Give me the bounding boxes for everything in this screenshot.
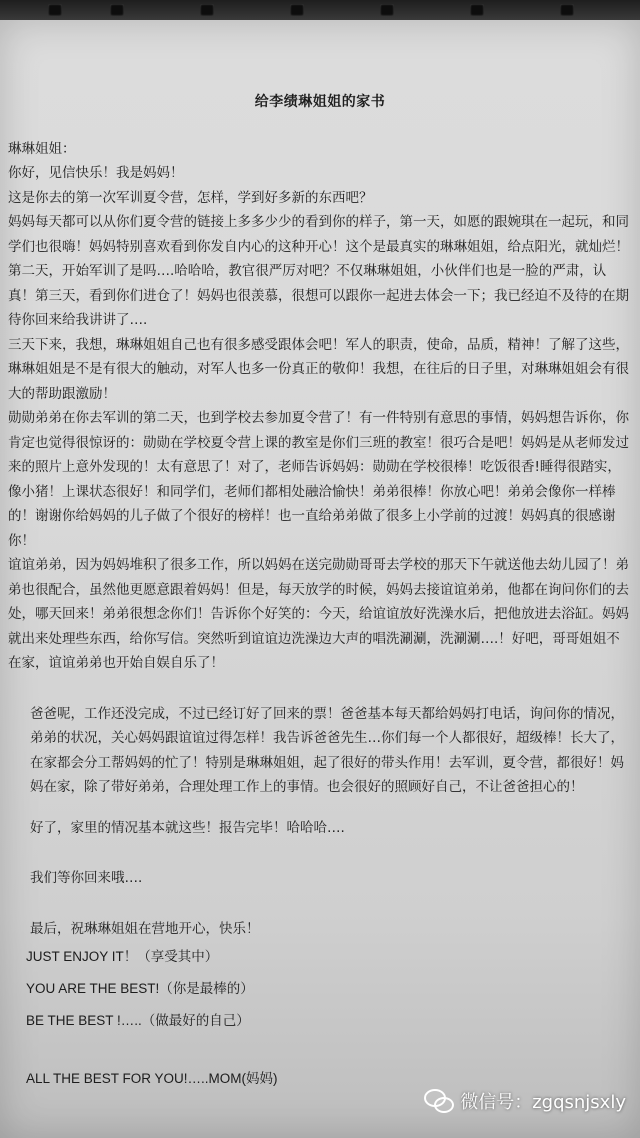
spacer <box>8 891 632 917</box>
binder-hole <box>290 4 304 16</box>
binder-hole <box>470 4 484 16</box>
spacer <box>8 1037 632 1063</box>
letter-closing-wish: 最后，祝琳琳姐姐在营地开心，快乐！ <box>30 920 260 937</box>
letter-paragraph-2: 三天下来，我想，琳琳姐姐自己也有很多感受跟体会吧！军人的职责，使命，品质，精神！了解了这些，琳琳姐姐是不是有很大的触动，对军人也多一份真正的敬仰！我想，在往后的日子里，对琳琳姐姐会有很大的帮助跟激励！ <box>8 336 629 402</box>
letter-paragraph-6: 好了，家里的情况基本就这些！报告完毕！哈哈哈…. <box>30 819 345 836</box>
wechat-watermark <box>424 1088 626 1114</box>
letter-salutation: 琳琳姐姐： <box>8 140 76 157</box>
letter-paragraph-1: 妈妈每天都可以从你们夏令营的链接上多多少少的看到你的样子，第一天，如愿的跟婉琪在一起玩，和同学们也很嗨！妈妈特别喜欢看到你发自内心的这种开心！这个是最真实的琳琳姐姐，给点阳光，就灿烂！第二天，开始军训了是吗….哈哈哈，教官很严厉对吧？不仅琳琳姐姐，小伙伴们也是一脸的严肃，认真！第三天，看到你们进仓了！妈妈也很羡慕，很想可以跟你一起进去体会一下；我已经迫不及待的在期待你回来给我讲讲了…. <box>8 214 629 328</box>
english-line-2: YOU ARE THE BEST!（你是最棒的） <box>26 981 254 996</box>
letter-signoff: ALL THE BEST FOR YOU!…..MOM(妈妈) <box>26 1071 278 1086</box>
wechat-icon <box>424 1089 454 1113</box>
watermark-text: 微信号：zgqsnjsxly <box>460 1092 626 1113</box>
letter-body <box>8 90 632 1095</box>
letter-paragraph-7: 我们等你回来哦…. <box>30 870 143 886</box>
spacer <box>8 800 632 816</box>
binder-hole <box>380 4 394 16</box>
spacer <box>8 840 632 866</box>
letter-paragraph-4: 谊谊弟弟，因为妈妈堆积了很多工作，所以妈妈在送完勋勋哥哥去学校的那天下午就送他去幼儿园了！弟弟也很配合，虽然他更愿意跟着妈妈！但是，每天放学的时候，妈妈去接谊谊弟弟，他都在询问你们的去处，哪天回来！弟弟很想念你们！告诉你个好笑的：今天，给谊谊放好洗澡水后，把他放进去浴缸。妈妈就出来处理些东西，给你写信。突然听到谊谊边洗澡边大声的唱洗涮涮，洗涮涮….！好吧，哥哥姐姐不在家，谊谊弟弟也开始自娱自乐了！ <box>8 557 629 671</box>
letter-paragraph-3: 勋勋弟弟在你去军训的第二天，也到学校去参加夏令营了！有一件特别有意思的事情，妈妈想告诉你，你肯定也觉得很惊讶的：勋勋在学校夏令营上课的教室是你们三班的教室！很巧合是吧！妈妈是从老师发过来的照片上意外发现的！太有意思了！对了，老师告诉妈妈：勋勋在学校很棒！吃饭很香!睡得很踏实，像小猪！上课状态很好！和同学们，老师们都相处融洽愉快！弟弟很棒！你放心吧！弟弟会像你一样棒的！谢谢你给妈妈的儿子做了个很好的榜样！也一直给弟弟做了很多上小学前的过渡！妈妈真的很感谢你！ <box>8 410 629 549</box>
binder-hole <box>48 4 62 16</box>
english-line-1: JUST ENJOY IT！（享受其中） <box>26 949 219 964</box>
binder-hole <box>560 4 574 16</box>
binder-hole <box>110 4 124 16</box>
spacer <box>8 676 632 702</box>
english-line-3: BE THE BEST !…..（做最好的自己） <box>26 1013 250 1028</box>
letter-paragraph-5: 爸爸呢，工作还没完成，不过已经订好了回来的票！爸爸基本每天都给妈妈打电话，询问你的情况，弟弟的状况，关心妈妈跟谊谊过得怎样！我告诉爸爸先生…你们每一个人都很好，超级棒！长大了，在家都会分工帮妈妈的忙了！特别是琳琳姐姐，起了很好的带头作用！去军训，夏令营，都很好！妈妈在家，除了带好弟弟，合理处理工作上的事情。也会很好的照顾好自己，不让爸爸担心的！ <box>30 705 624 795</box>
letter-title: 给李绩琳姐姐的家书 <box>254 94 386 110</box>
letter-greeting: 你好，见信快乐！我是妈妈！ <box>8 165 184 181</box>
binder-hole <box>200 4 214 16</box>
letter-question: 这是你去的第一次军训夏令营，怎样，学到好多新的东西吧？ <box>8 189 373 206</box>
binder-strip <box>0 0 640 22</box>
